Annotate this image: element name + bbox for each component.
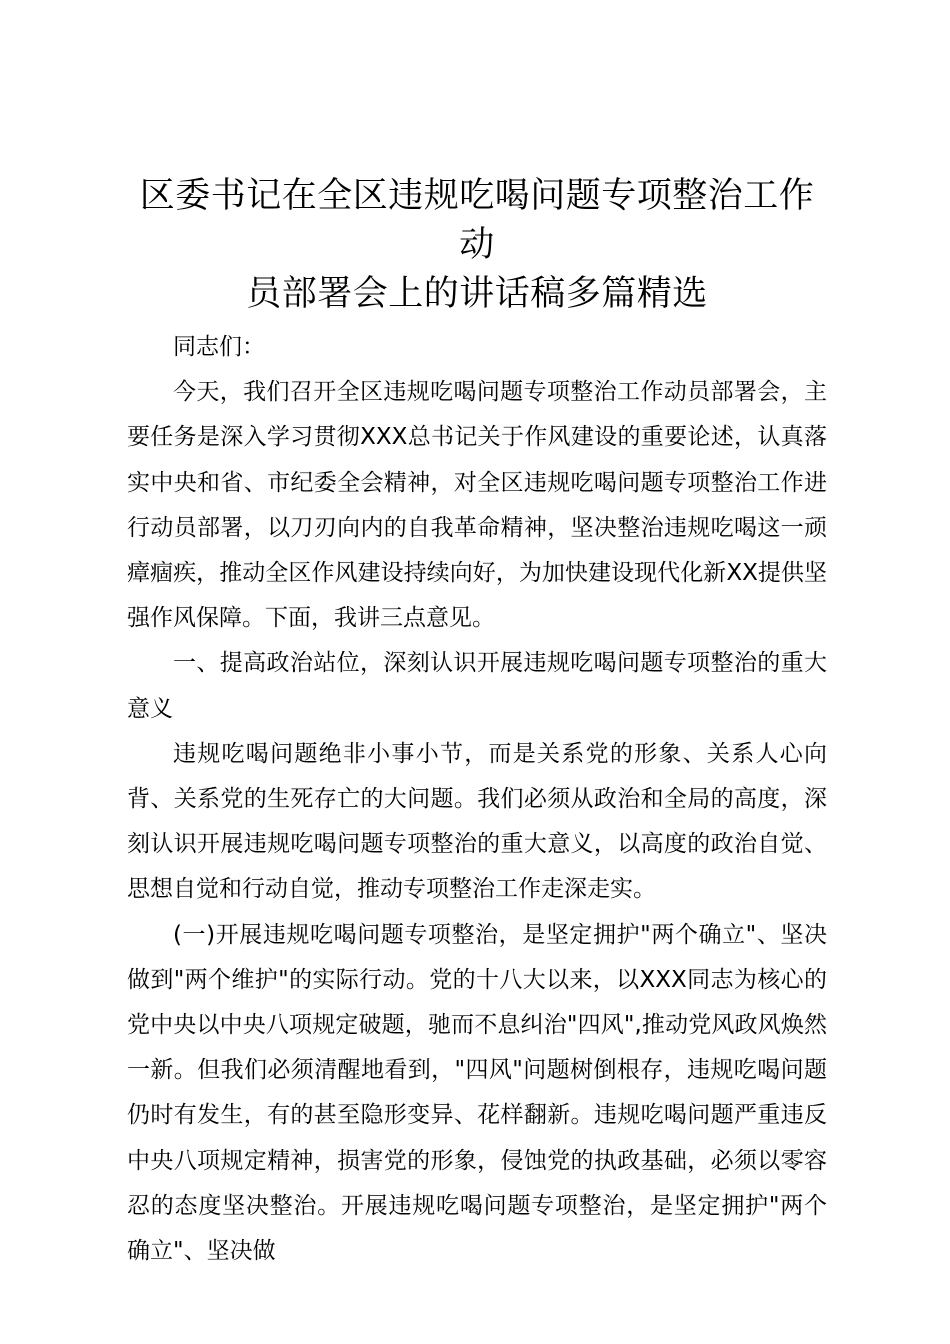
paragraph-intro: 今天，我们召开全区违规吃喝问题专项整治工作动员部署会，主要任务是深入学习贯彻XXX总书记关于作风建设的重要论述，认真落实中央和省、市纪委全会精神，对全区违规吃喝问题专项整治工作进行动员部署，以刀刃向内的自我革命精神，坚决整治违规吃喝这一顽瘴痼疾，推动全区作风建设持续向好，为加快建设现代化新XX提供坚强作风保障。下面，我讲三点意见。: [127, 379, 827, 632]
document-title: [127, 172, 827, 319]
paragraph-section-1: 违规吃喝问题绝非小事小节，而是关系党的形象、关系人心向背、关系党的生死存亡的大问题。我们必须从政治和全局的高度，深刻认识开展违规吃喝问题专项整治的重大意义，以高度的政治自觉、思想自觉和行动自觉，推动专项整治工作走深走实。: [127, 740, 827, 903]
title-line-1: 区委书记在全区违规吃喝问题专项整治工作动: [139, 176, 815, 265]
title-line-2: 员部署会上的讲话稿多篇精选: [246, 274, 708, 314]
document-page: [127, 172, 827, 1274]
paragraph-subsection-1: (一)开展违规吃喝问题专项整治，是坚定拥护"两个确立"、坚决做到"两个维护"的实际行动。党的十八大以来，以XXX同志为核心的党中央以中央八项规定破题，驰而不息纠治"四风",推动党风政风焕然一新。但我们必须清醒地看到，"四风"问题树倒根存，违规吃喝问题仍时有发生，有的甚至隐形变异、花样翻新。违规吃喝问题严重违反中央八项规定精神，损害党的形象，侵蚀党的执政基础，必须以零容忍的态度坚决整治。开展违规吃喝问题专项整治，是坚定拥护"两个确立"、坚决做: [127, 921, 827, 1265]
salutation: 同志们：: [173, 334, 265, 360]
section-heading-1: 一、提高政治站位，深刻认识开展违规吃喝问题专项整治的重大意义: [127, 650, 827, 722]
